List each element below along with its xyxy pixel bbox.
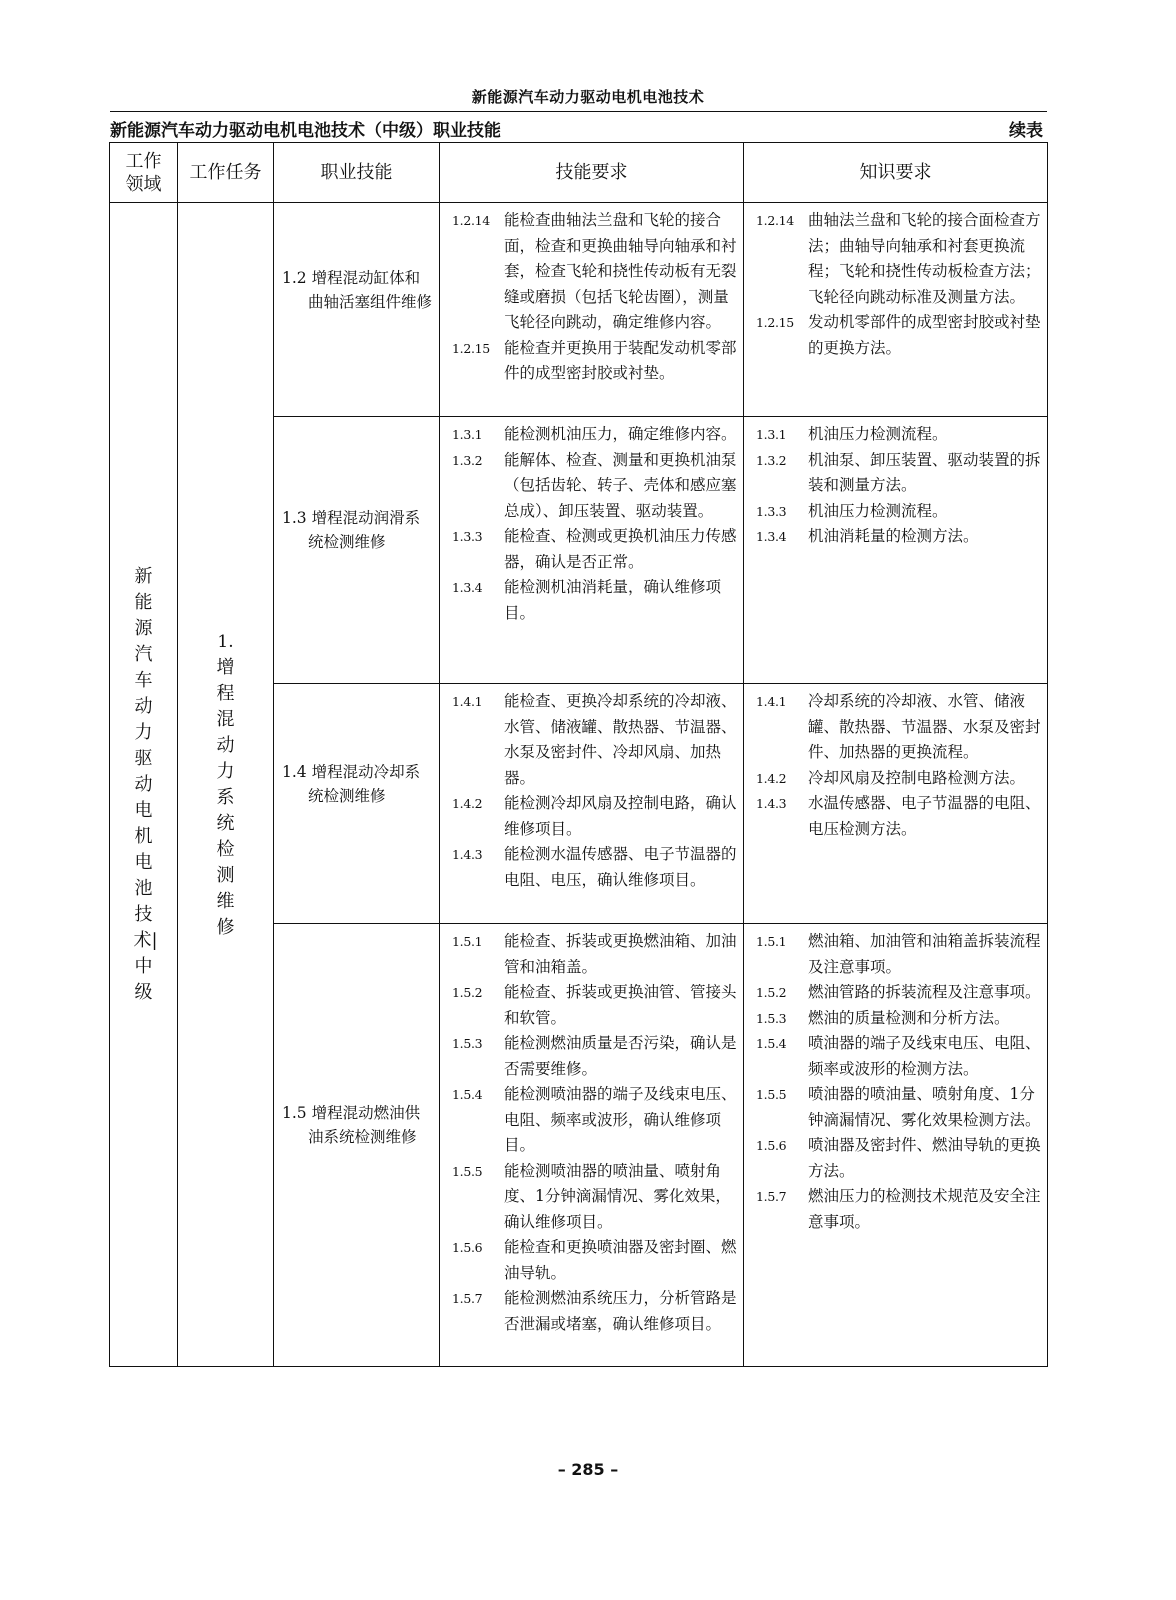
item-code: 1.3.2 — [452, 452, 483, 468]
skill-requirements-cell — [440, 924, 744, 1367]
skills-table — [109, 142, 1048, 1367]
item-code: 1.5.3 — [756, 1010, 787, 1026]
item-text: 发动机零部件的成型密封胶或衬垫的更换方法。 — [808, 313, 1041, 357]
item-text: 能检测喷油器的端子及线束电压、电阻、频率或波形，确认维修项目。 — [504, 1085, 737, 1154]
item-text: 能检测机油消耗量，确认维修项目。 — [504, 578, 722, 622]
item-code: 1.5.2 — [756, 985, 787, 1000]
item-code: 1.4.3 — [452, 847, 483, 862]
column-header: 职业技能 — [274, 143, 440, 203]
item-code: 1.5.5 — [756, 1087, 787, 1102]
item-code: 1.2.15 — [756, 315, 794, 330]
header-divider — [110, 111, 1047, 112]
skill-requirement-item — [440, 842, 743, 893]
knowledge-requirement-item — [744, 1031, 1047, 1082]
task-number: 1. — [217, 631, 234, 652]
work-domain-cell — [110, 203, 178, 1367]
item-text: 机油压力检测流程。 — [808, 501, 948, 520]
skill-requirement-item — [440, 524, 743, 575]
knowledge-requirement-item — [744, 422, 1047, 448]
skill-requirement-item — [440, 791, 743, 842]
knowledge-requirement-item — [744, 1133, 1047, 1184]
running-title: 新能源汽车动力驱动电机电池技术 — [471, 88, 705, 106]
item-code: 1.5.6 — [756, 1138, 787, 1153]
item-code: 1.5.2 — [452, 985, 483, 1000]
continued-label: 续表 — [1009, 121, 1043, 141]
item-text: 能检查并更换用于装配发动机零部件的成型密封胶或衬垫。 — [504, 338, 737, 382]
item-text: 喷油器的端子及线束电压、电阻、频率或波形的检测方法。 — [808, 1034, 1041, 1078]
item-code: 1.2.14 — [452, 213, 490, 228]
knowledge-requirement-item — [744, 524, 1047, 550]
item-code: 1.5.3 — [452, 1036, 483, 1051]
skill-requirements-cell — [440, 203, 744, 417]
item-code: 1.4.1 — [756, 694, 787, 709]
item-text: 燃油箱、加油管和油箱盖拆装流程及注意事项。 — [808, 932, 1041, 976]
skill-requirement-item — [440, 1286, 743, 1337]
item-code: 1.5.1 — [452, 934, 483, 949]
item-code: 1.3.1 — [452, 427, 483, 442]
item-text: 燃油管路的拆装流程及注意事项。 — [808, 983, 1041, 1001]
knowledge-requirement-item — [744, 1082, 1047, 1133]
column-header: 工作领域 — [110, 143, 178, 203]
skill-requirement-item — [440, 575, 743, 626]
item-text: 机油泵、卸压装置、驱动装置的拆装和测量方法。 — [808, 450, 1041, 494]
knowledge-requirement-item — [744, 448, 1047, 499]
item-text: 能检测燃油系统压力，分析管路是否泄漏或堵塞，确认维修项目。 — [504, 1289, 737, 1333]
item-code: 1.3.4 — [452, 580, 483, 595]
page-number: – 285 – — [557, 1460, 619, 1479]
item-code: 1.5.7 — [452, 1291, 483, 1306]
knowledge-requirements-cell — [744, 203, 1048, 417]
skill-requirement-item — [440, 208, 743, 336]
skill-name: 1.2 增程混动缸体和曲轴活塞组件维修 — [282, 268, 433, 311]
item-code: 1.3.1 — [756, 427, 787, 442]
skill-requirement-item — [440, 929, 743, 980]
work-domain-text: 新能源汽车动力驱动电机电池技术|中级 — [133, 565, 158, 1003]
knowledge-requirement-item — [744, 310, 1047, 361]
item-code: 1.4.3 — [756, 796, 787, 811]
skill-name: 1.4 增程混动冷却系统检测维修 — [282, 762, 421, 805]
item-code: 1.4.2 — [452, 796, 483, 811]
item-code: 1.5.5 — [452, 1163, 483, 1179]
knowledge-requirement-item — [744, 1006, 1047, 1032]
item-text: 能解体、检查、测量和更换机油泵（包括齿轮、转子、壳体和感应塞总成）、卸压装置、驱动装置。 — [504, 450, 737, 520]
knowledge-requirement-item — [744, 766, 1047, 792]
column-header: 技能要求 — [440, 143, 744, 203]
item-text: 曲轴法兰盘和飞轮的接合面检查方法；曲轴导向轴承和衬套更换流程；飞轮和挠性传动板检查方法；飞轮径向跳动标准及测量方法。 — [808, 211, 1041, 306]
skill-requirement-item — [440, 980, 743, 1031]
item-code: 1.5.4 — [452, 1087, 483, 1102]
knowledge-requirement-item — [744, 791, 1047, 842]
item-text: 机油消耗量的检测方法。 — [808, 527, 979, 545]
table-header-row — [110, 143, 1048, 203]
item-text: 机油压力检测流程。 — [808, 425, 948, 443]
skill-cell — [274, 684, 440, 924]
item-text: 能检查、拆装或更换油管、管接头和软管。 — [504, 983, 737, 1027]
item-text: 喷油器及密封件、燃油导轨的更换方法。 — [808, 1136, 1041, 1180]
knowledge-requirement-item — [744, 980, 1047, 1006]
item-text: 能检测燃油质量是否污染，确认是否需要维修。 — [504, 1034, 737, 1078]
skill-requirement-item — [440, 689, 743, 791]
item-text: 能检查和更换喷油器及密封圈、燃油导轨。 — [504, 1238, 737, 1282]
item-code: 1.4.1 — [452, 694, 483, 709]
knowledge-requirements-cell — [744, 684, 1048, 924]
item-text: 能检测机油压力，确定维修内容。 — [504, 425, 737, 443]
knowledge-requirement-item — [744, 1184, 1047, 1235]
skill-requirements-cell — [440, 417, 744, 684]
item-code: 1.3.3 — [452, 529, 483, 544]
item-text: 冷却系统的冷却液、水管、储液罐、散热器、节温器、水泵及密封件、加热器的更换流程。 — [808, 692, 1041, 761]
item-code: 1.2.14 — [756, 213, 794, 228]
item-code: 1.4.2 — [756, 770, 787, 786]
column-header: 知识要求 — [744, 143, 1048, 203]
item-text: 冷却风扇及控制电路检测方法。 — [808, 768, 1026, 787]
knowledge-requirement-item — [744, 499, 1047, 525]
task-name: 增程混动力系统检测维修 — [216, 656, 235, 938]
item-text: 燃油压力的检测技术规范及安全注意事项。 — [808, 1187, 1041, 1231]
knowledge-requirements-cell — [744, 924, 1048, 1367]
item-text: 能检查、检测或更换机油压力传感器，确认是否正常。 — [504, 527, 737, 571]
skill-cell — [274, 924, 440, 1367]
item-text: 能检查、拆装或更换燃油箱、加油管和油箱盖。 — [504, 932, 737, 976]
skill-requirement-item — [440, 448, 743, 525]
knowledge-requirement-item — [744, 689, 1047, 766]
item-text: 喷油器的喷油量、喷射角度、1分钟滴漏情况、雾化效果检测方法。 — [808, 1085, 1041, 1129]
item-text: 燃油的质量检测和分析方法。 — [808, 1008, 1010, 1027]
knowledge-requirement-item — [744, 208, 1047, 310]
item-code: 1.5.7 — [756, 1189, 787, 1204]
skill-name: 1.3 增程混动润滑系统检测维修 — [282, 509, 421, 551]
skill-requirements-cell — [440, 684, 744, 924]
item-code: 1.2.15 — [452, 340, 490, 356]
table-row — [110, 203, 1048, 417]
skill-requirement-item — [440, 336, 743, 387]
skill-name: 1.5 增程混动燃油供油系统检测维修 — [282, 1104, 421, 1146]
item-text: 能检查、更换冷却系统的冷却液、水管、储液罐、散热器、节温器、水泵及密封件、冷却风扇、加热器。 — [504, 692, 737, 787]
skill-cell — [274, 417, 440, 684]
skill-cell — [274, 203, 440, 417]
item-code: 1.5.6 — [452, 1240, 483, 1255]
item-code: 1.3.4 — [756, 529, 787, 544]
item-text: 能检测喷油器的喷油量、喷射角度、1分钟滴漏情况、雾化效果，确认维修项目。 — [504, 1161, 731, 1231]
knowledge-requirement-item — [744, 929, 1047, 980]
item-code: 1.3.2 — [756, 452, 787, 468]
item-text: 能检查曲轴法兰盘和飞轮的接合面，检查和更换曲轴导向轴承和衬套，检查飞轮和挠性传动板有无裂缝或磨损（包括飞轮齿圈），测量飞轮径向跳动，确定维修内容。 — [504, 211, 737, 331]
knowledge-requirements-cell — [744, 417, 1048, 684]
skill-requirement-item — [440, 1031, 743, 1082]
work-task-cell — [178, 203, 274, 1367]
item-text: 能检测水温传感器、电子节温器的电阻、电压，确认维修项目。 — [504, 845, 737, 889]
item-code: 1.3.3 — [756, 503, 787, 519]
item-code: 1.5.1 — [756, 934, 787, 949]
item-code: 1.5.4 — [756, 1036, 787, 1051]
document-title: 新能源汽车动力驱动电机电池技术（中级）职业技能 — [110, 121, 501, 141]
skill-requirement-item — [440, 1159, 743, 1236]
column-header: 工作任务 — [178, 143, 274, 203]
skill-requirement-item — [440, 1082, 743, 1159]
item-text: 能检测冷却风扇及控制电路，确认维修项目。 — [504, 794, 737, 838]
item-text: 水温传感器、电子节温器的电阻、电压检测方法。 — [808, 794, 1041, 838]
skill-requirement-item — [440, 422, 743, 448]
skill-requirement-item — [440, 1235, 743, 1286]
